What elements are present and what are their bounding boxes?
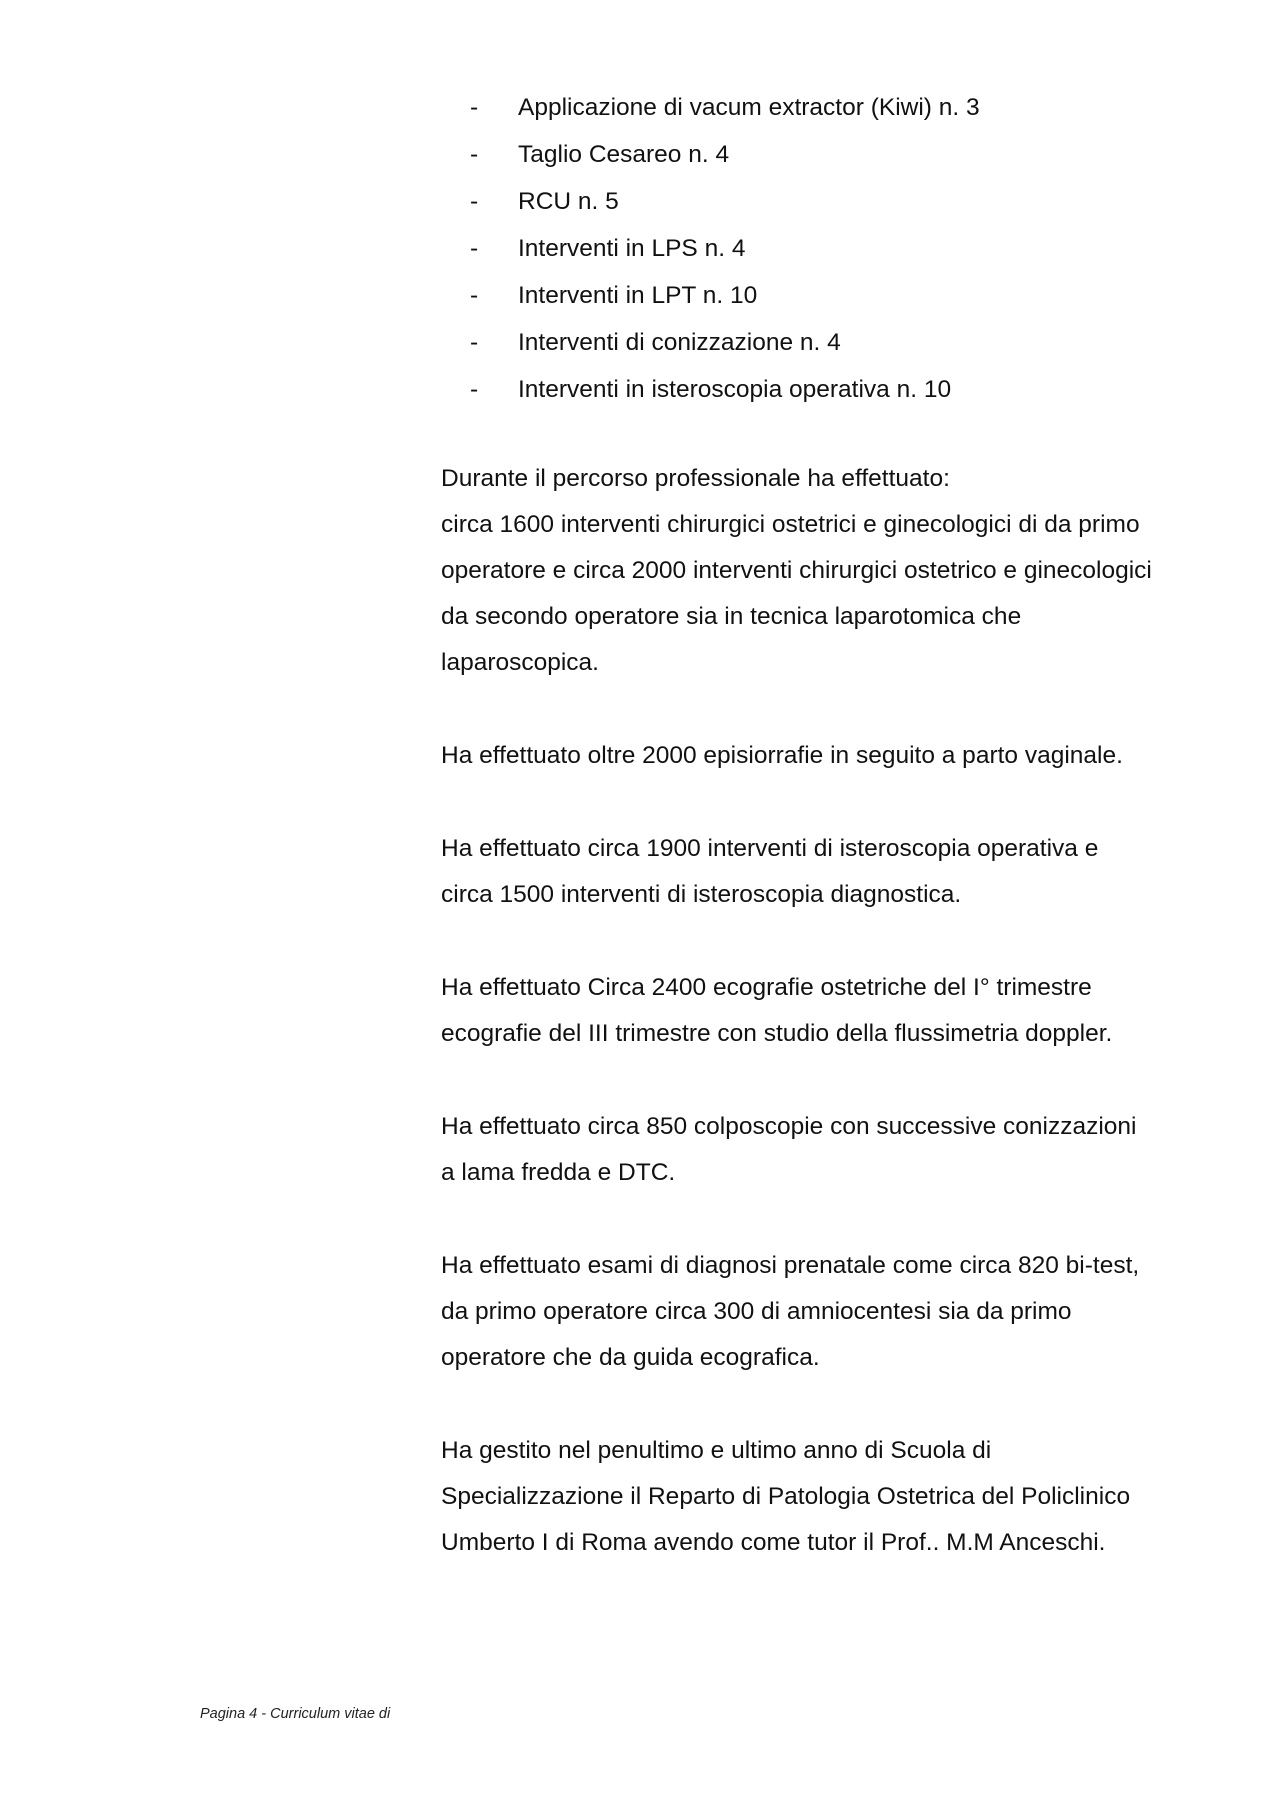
text-line: Umberto I di Roma avendo come tutor il Prof.. M.M Anceschi.: [441, 1529, 1106, 1556]
list-item: [470, 229, 1230, 276]
body-text: [441, 456, 1231, 1613]
text-line: da secondo operatore sia in tecnica laparotomica che: [441, 603, 1022, 630]
list-item-text: Applicazione di vacum extractor (Kiwi) n. 3: [518, 94, 980, 121]
paragraph-reparto: [441, 1428, 1231, 1566]
text-line: da primo operatore circa 300 di amniocentesi sia da primo: [441, 1298, 1072, 1325]
list-item: [470, 276, 1230, 323]
text-line: Specializzazione il Reparto di Patologia Ostetrica del Policlinico: [441, 1483, 1131, 1510]
text-line: Ha effettuato oltre 2000 episiorrafie in seguito a parto vaginale.: [441, 742, 1123, 769]
list-item: [470, 135, 1230, 182]
text-line: circa 1600 interventi chirurgici ostetrici e ginecologici di da primo: [441, 511, 1140, 538]
list-item: [470, 182, 1230, 229]
page-footer: Pagina 4 - Curriculum vitae di: [200, 1706, 391, 1722]
text-line: Ha effettuato Circa 2400 ecografie ostetriche del I° trimestre: [441, 974, 1092, 1001]
bullet-dash: -: [470, 235, 479, 262]
paragraph-isteroscopia: [441, 826, 1231, 918]
list-item: [470, 323, 1230, 370]
list-item-text: Taglio Cesareo n. 4: [518, 141, 730, 168]
text-line: circa 1500 interventi di isteroscopia diagnostica.: [441, 881, 962, 908]
paragraph-ecografie: [441, 965, 1231, 1057]
list-item: [470, 88, 1230, 135]
bullet-dash: -: [470, 94, 479, 121]
text-line: Ha effettuato circa 1900 interventi di isteroscopia operativa e: [441, 835, 1099, 862]
bullet-dash: -: [470, 282, 479, 309]
bullet-dash: -: [470, 188, 479, 215]
text-line: laparoscopica.: [441, 649, 599, 676]
text-line: Ha effettuato circa 850 colposcopie con successive conizzazioni: [441, 1113, 1137, 1140]
text-line: operatore che da guida ecografica.: [441, 1344, 820, 1371]
bullet-dash: -: [470, 329, 479, 356]
procedures-list: [470, 88, 1230, 417]
paragraph-episiorrafie: [441, 733, 1231, 779]
paragraph-colposcopie: [441, 1104, 1231, 1196]
bullet-dash: -: [470, 141, 479, 168]
text-line: Durante il percorso professionale ha effettuato:: [441, 465, 950, 492]
text-line: a lama fredda e DTC.: [441, 1159, 676, 1186]
list-item-text: Interventi di conizzazione n. 4: [518, 329, 841, 356]
paragraph-diagnosi-prenatale: [441, 1243, 1231, 1381]
bullet-dash: -: [470, 376, 479, 403]
list-item-text: Interventi in isteroscopia operativa n. 10: [518, 376, 952, 403]
list-item: [470, 370, 1230, 417]
text-line: ecografie del III trimestre con studio della flussimetria doppler.: [441, 1020, 1113, 1047]
text-line: operatore e circa 2000 interventi chirurgici ostetrico e ginecologici: [441, 557, 1152, 584]
text-line: Ha effettuato esami di diagnosi prenatale come circa 820 bi-test,: [441, 1252, 1140, 1279]
list-item-text: Interventi in LPS n. 4: [518, 235, 746, 262]
text-line: Ha gestito nel penultimo e ultimo anno di Scuola di: [441, 1437, 992, 1464]
list-item-text: RCU n. 5: [518, 188, 619, 215]
paragraph-professional-experience: [441, 456, 1231, 686]
list-item-text: Interventi in LPT n. 10: [518, 282, 758, 309]
